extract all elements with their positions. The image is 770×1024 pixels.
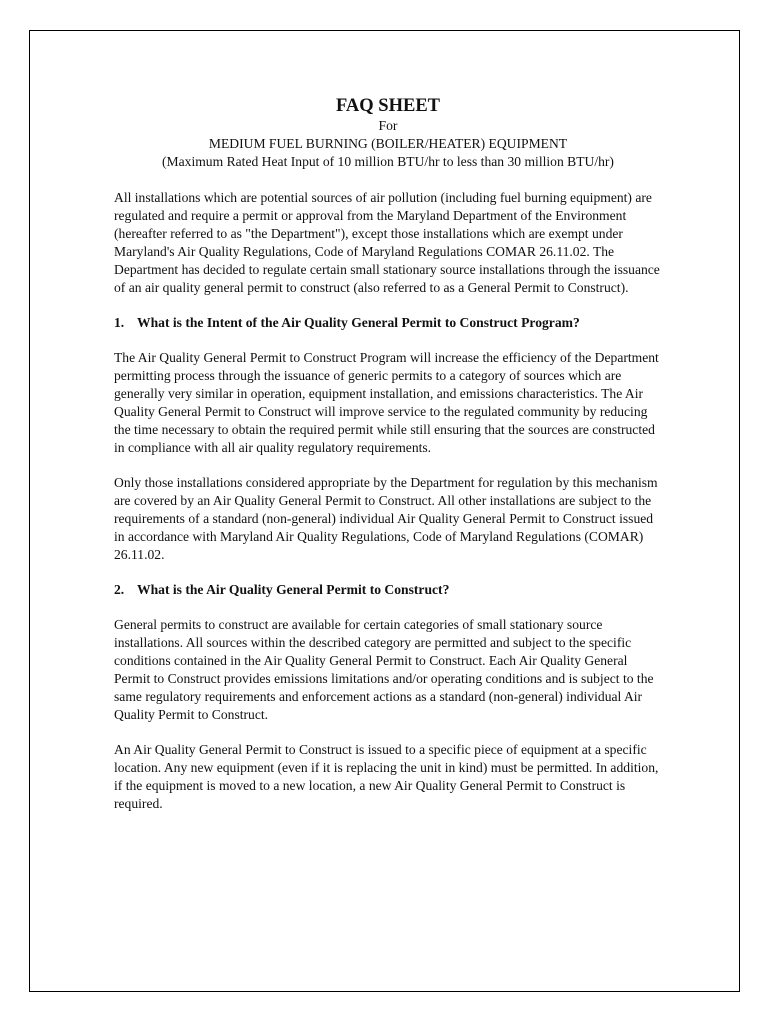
section-2-question: What is the Air Quality General Permit to Construct?: [137, 582, 450, 597]
section-2-number: 2.: [114, 582, 125, 597]
intro-paragraph: All installations which are potential sources of air pollution (including fuel burning equipment) are regulated and require a permit or approval from the Maryland Department of the Environment (hereafter referred to as "the Department"), except those installations which are exempt under Maryland's Air Quality Regulations, Code of Maryland Regulations COMAR 26.11.02. The Department has decided to regulate certain small stationary source installations through the issuance of an air quality general permit to construct (also referred to as a General Permit to Construct).: [114, 190, 660, 295]
section-2-paragraph-1: General permits to construct are available for certain categories of small stationary source installations. All sources within the described category are permitted and subject to the specific conditions contained in the Air Quality General Permit to Construct. Each Air Quality General Permit to Construct provides emissions limitations and/or operating conditions and is subject to the same regulatory requirements and enforcement actions as a standard (non-general) individual Air Quality Permit to Construct.: [114, 617, 654, 722]
section-2-paragraph-2: An Air Quality General Permit to Construct is issued to a specific piece of equipment at a specific location. Any new equipment (even if it is replacing the unit in kind) must be permitted. In addition, if the equipment is moved to a new location, a new Air Quality General Permit to Construct is required.: [114, 742, 659, 811]
section-1-paragraph-1: The Air Quality General Permit to Construct Program will increase the efficiency of the Department permitting process through the issuance of generic permits to a category of sources which are generally very similar in operation, equipment installation, and emissions characteristics. The Air Quality General Permit to Construct will improve service to the regulated community by reducing the time necessary to obtain the required permit while still ensuring that the sources are constructed in compliance with all air quality regulatory requirements.: [114, 350, 659, 455]
section-2-heading: [114, 581, 662, 599]
section-1-question: What is the Intent of the Air Quality General Permit to Construct Program?: [137, 315, 580, 330]
section-1-number: 1.: [114, 315, 125, 330]
document-content: [114, 95, 662, 813]
for-line: For: [378, 118, 398, 133]
section-1-paragraph-2: Only those installations considered appropriate by the Department for regulation by this mechanism are covered by an Air Quality General Permit to Construct. All other installations are subject to the requirements of a standard (non-general) individual Air Quality General Permit to Construct issued in accordance with Maryland Air Quality Regulations, Code of Maryland Regulations (COMAR) 26.11.02.: [114, 475, 658, 562]
heat-input-range: (Maximum Rated Heat Input of 10 million BTU/hr to less than 30 million BTU/hr): [162, 154, 614, 169]
page-title: FAQ SHEET: [336, 96, 440, 116]
document-page: [29, 30, 740, 992]
section-1-heading: [114, 314, 662, 332]
subtitle: MEDIUM FUEL BURNING (BOILER/HEATER) EQUIPMENT: [208, 136, 568, 151]
